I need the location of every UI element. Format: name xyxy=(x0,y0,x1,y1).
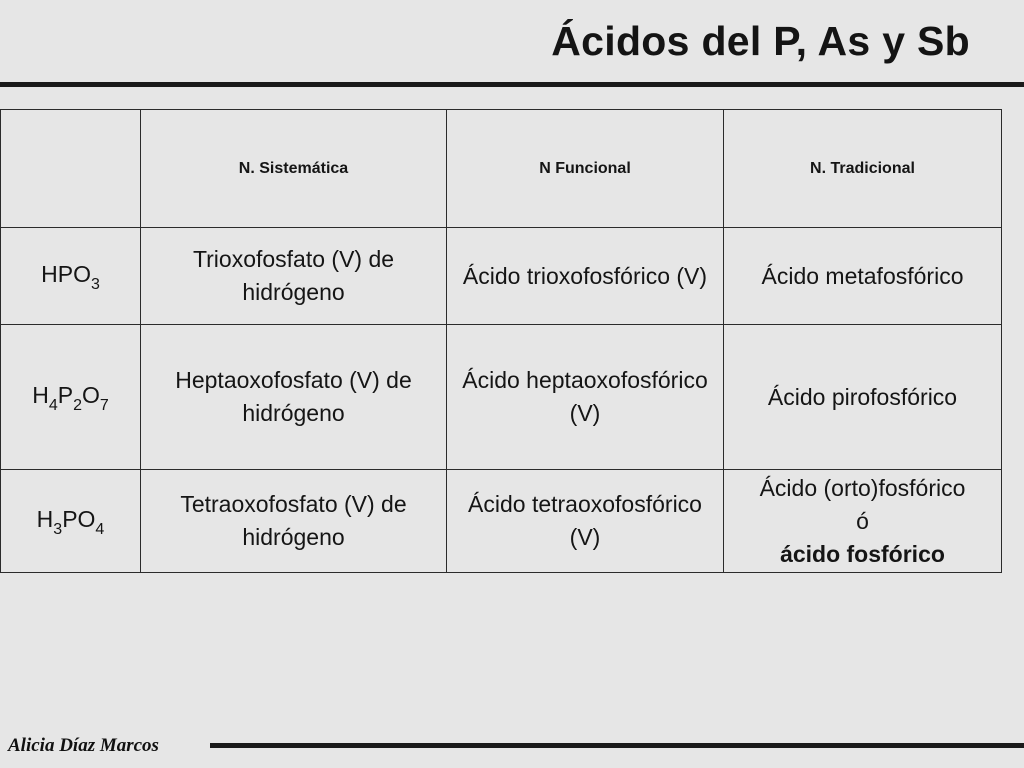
tradicional-cell: Ácido metafosfórico xyxy=(724,228,1002,325)
formula-cell: $H_3PO_4$ xyxy=(1,470,141,573)
header-cell-tradicional: N. Tradicional xyxy=(724,110,1002,228)
header-cell-empty xyxy=(1,110,141,228)
funcional-cell: Ácido trioxofosfórico (V) xyxy=(447,228,724,325)
funcional-cell: Ácido heptaoxofosfórico (V) xyxy=(447,325,724,470)
title-divider xyxy=(0,82,1024,87)
tradicional-cell: Ácido pirofosfórico xyxy=(724,325,1002,470)
footer-divider xyxy=(210,743,1024,748)
table-row xyxy=(1,228,1002,325)
header-cell-sistematica: N. Sistemática xyxy=(141,110,447,228)
funcional-cell: Ácido tetraoxofosfórico (V) xyxy=(447,470,724,573)
author-signature: Alicia Díaz Marcos xyxy=(8,735,159,756)
formula-cell: $HPO_3$ xyxy=(1,228,141,325)
table-row xyxy=(1,470,1002,573)
tradicional-cell xyxy=(724,470,1002,573)
acids-table xyxy=(0,109,1002,573)
sistematica-cell: Tetraoxofosfato (V) de hidrógeno xyxy=(141,470,447,573)
sistematica-cell: Heptaoxofosfato (V) de hidrógeno xyxy=(141,325,447,470)
slide-title: Ácidos del P, As y Sb xyxy=(551,18,970,64)
sistematica-cell: Trioxofosfato (V) de hidrógeno xyxy=(141,228,447,325)
tradicional-line: ó xyxy=(856,507,869,534)
formula-cell: $H_4P_2O_7$ xyxy=(1,325,141,470)
tradicional-line: Ácido (orto)fosfórico xyxy=(759,474,966,501)
header-cell-funcional: N Funcional xyxy=(447,110,724,228)
table-header-row xyxy=(1,110,1002,228)
table-row xyxy=(1,325,1002,470)
tradicional-line: ácido fosfórico xyxy=(780,540,945,567)
